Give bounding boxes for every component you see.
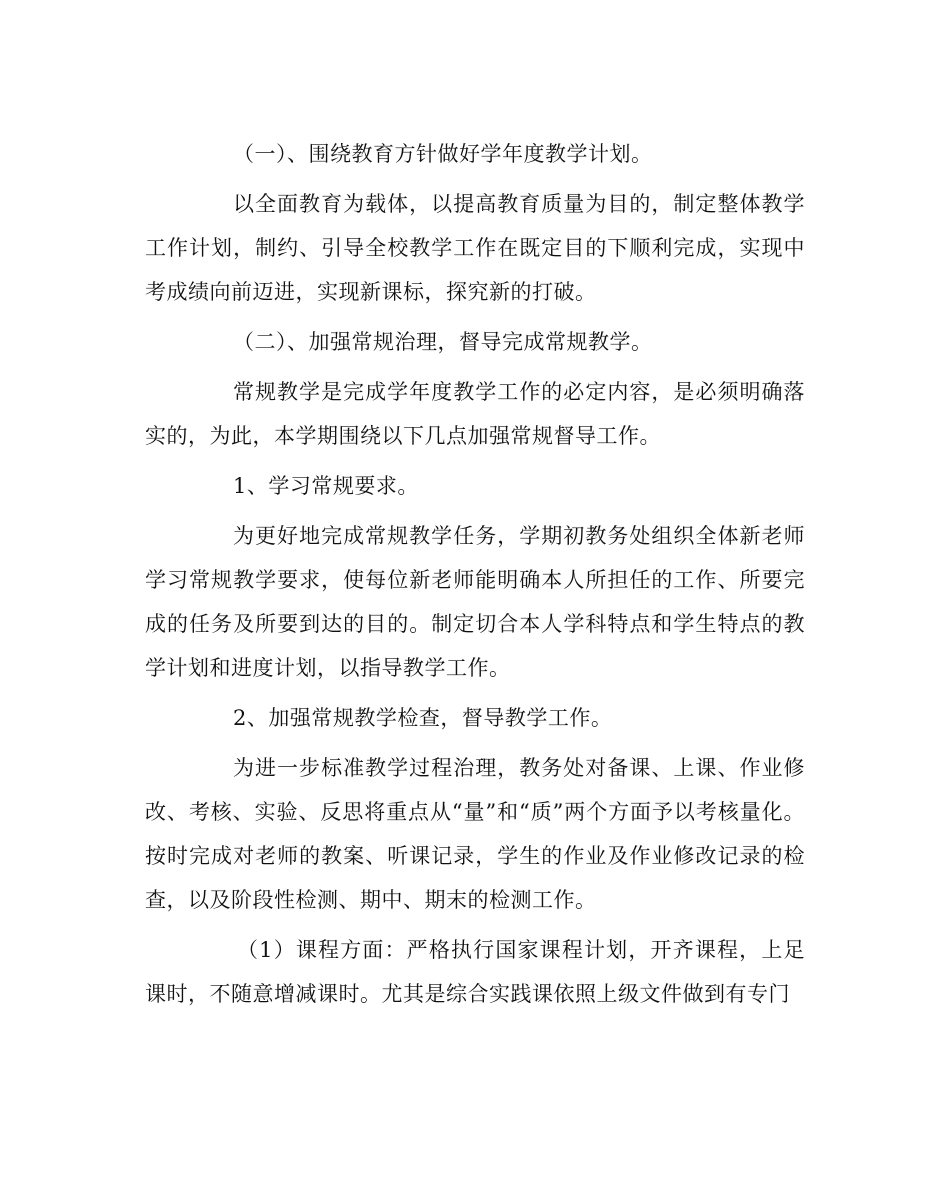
document-body [145, 132, 805, 1016]
paragraph-study: 为更好地完成常规教学任务，学期初教务处组织全体新老师学习常规教学要求，使每位新老师能明确本人所担任的工作、所要完成的任务及所要到达的目的。制定切合本人学科特点和学生特点的教学计划和进度计划，以指导教学工作。 [145, 524, 805, 680]
subheading-1: 1、学习常规要求。 [233, 474, 419, 498]
paragraph-curriculum: （1）课程方面：严格执行国家课程计划，开齐课程，上足课时，不随意增减课时。尤其是综合实践课依照上级文件做到有专门 [145, 938, 805, 1006]
section-heading-2: （二）、加强常规治理，督导完成常规教学。 [233, 330, 653, 354]
paragraph-inspection: 为进一步标准教学过程治理，教务处对备课、上课、作业修改、考核、实验、反思将重点从“量”和“质”两个方面予以考核量化。按时完成对老师的教案、听课记录，学生的作业及作业修改记录的检查，以及阶段性检测、期中、期末的检测工作。 [145, 756, 805, 912]
paragraph-plan: 以全面教育为载体，以提高教育质量为目的，制定整体教学工作计划，制约、引导全校教学工作在既定目的下顺利完成，实现中考成绩向前迈进，实现新课标，探究新的打破。 [145, 192, 805, 304]
paragraph-routine: 常规教学是完成学年度教学工作的必定内容，是必须明确落实的，为此，本学期围绕以下几点加强常规督导工作。 [145, 380, 805, 448]
subheading-2: 2、加强常规教学检查，督导教学工作。 [233, 706, 613, 730]
section-heading-1: （一）、围绕教育方针做好学年度教学计划。 [233, 142, 653, 166]
